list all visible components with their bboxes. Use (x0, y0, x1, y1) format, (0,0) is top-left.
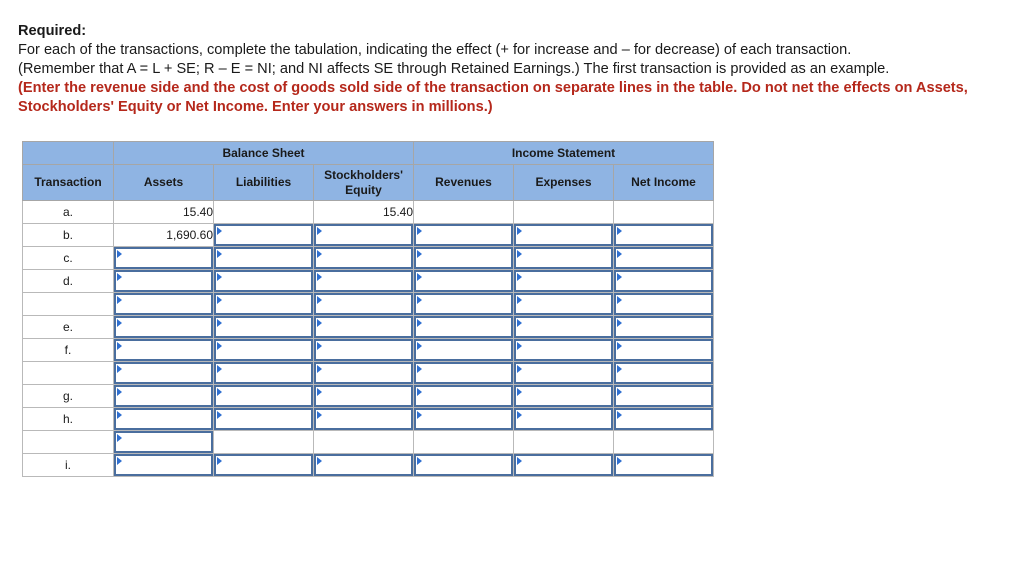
dropdown-marker-icon[interactable] (517, 250, 522, 258)
dropdown-marker-icon[interactable] (617, 250, 622, 258)
assets-cell (114, 293, 214, 316)
liabilities-input[interactable] (214, 339, 313, 361)
instruction-line-1: For each of the transactions, complete the tabulation, indicating the effect (+ for increase and – for decrease) of each transaction. (18, 42, 852, 58)
table-row (23, 201, 714, 224)
table-row (23, 247, 714, 270)
dropdown-marker-icon[interactable] (317, 250, 322, 258)
dropdown-marker-icon[interactable] (417, 250, 422, 258)
liabilities-cell (214, 293, 314, 316)
stockholders-equity-input[interactable] (314, 316, 413, 338)
assets-cell (114, 316, 214, 339)
expenses-cell (514, 408, 614, 431)
dropdown-marker-icon[interactable] (617, 273, 622, 281)
dropdown-marker-icon[interactable] (117, 388, 122, 396)
dropdown-marker-icon[interactable] (417, 319, 422, 327)
income-statement-header: Income Statement (414, 142, 714, 165)
dropdown-marker-icon[interactable] (117, 457, 122, 465)
revenues-input[interactable] (414, 362, 513, 384)
expenses-input[interactable] (514, 339, 613, 361)
stockholders-equity-cell (314, 362, 414, 385)
net-income-cell (614, 362, 714, 385)
table-row (23, 431, 714, 454)
net-income-input[interactable] (614, 454, 713, 476)
dropdown-marker-icon[interactable] (517, 296, 522, 304)
table-body (23, 201, 714, 477)
assets-cell (114, 362, 214, 385)
expenses-input[interactable] (514, 247, 613, 269)
dropdown-marker-icon[interactable] (417, 296, 422, 304)
expenses-cell (514, 385, 614, 408)
revenues-cell (414, 385, 514, 408)
transaction-label (23, 362, 114, 385)
expenses-cell (514, 316, 614, 339)
col-net-income: Net Income (614, 165, 714, 201)
dropdown-marker-icon[interactable] (217, 296, 222, 304)
assets-cell (114, 339, 214, 362)
net-income-cell (614, 339, 714, 362)
stockholders-equity-cell (314, 270, 414, 293)
net-income-cell (614, 454, 714, 477)
revenues-cell (414, 270, 514, 293)
stockholders-equity-value (314, 431, 414, 454)
dropdown-marker-icon[interactable] (317, 273, 322, 281)
revenues-cell (414, 362, 514, 385)
assets-cell (114, 270, 214, 293)
transaction-label: f. (23, 339, 114, 362)
net-income-input[interactable] (614, 270, 713, 292)
assets-input[interactable] (114, 431, 213, 453)
dropdown-marker-icon[interactable] (517, 342, 522, 350)
instructions (18, 22, 1008, 117)
transaction-label: g. (23, 385, 114, 408)
dropdown-marker-icon[interactable] (217, 250, 222, 258)
revenues-cell (414, 247, 514, 270)
net-income-cell (614, 385, 714, 408)
dropdown-marker-icon[interactable] (317, 365, 322, 373)
assets-input[interactable] (114, 247, 213, 269)
liabilities-input[interactable] (214, 270, 313, 292)
transaction-label (23, 431, 114, 454)
revenues-input[interactable] (414, 293, 513, 315)
net-income-cell (614, 408, 714, 431)
dropdown-marker-icon[interactable] (317, 296, 322, 304)
stockholders-equity-input[interactable] (314, 247, 413, 269)
revenues-cell (414, 224, 514, 247)
transaction-label: h. (23, 408, 114, 431)
dropdown-marker-icon[interactable] (617, 227, 622, 235)
dropdown-marker-icon[interactable] (517, 227, 522, 235)
expenses-input[interactable] (514, 408, 613, 430)
dropdown-marker-icon[interactable] (617, 319, 622, 327)
dropdown-marker-icon[interactable] (617, 457, 622, 465)
expenses-input[interactable] (514, 224, 613, 246)
dropdown-marker-icon[interactable] (617, 365, 622, 373)
dropdown-marker-icon[interactable] (517, 273, 522, 281)
dropdown-marker-icon[interactable] (217, 411, 222, 419)
dropdown-marker-icon[interactable] (417, 457, 422, 465)
transaction-label: a. (23, 201, 114, 224)
stockholders-equity-cell (314, 339, 414, 362)
required-heading: Required: (18, 23, 87, 39)
dropdown-marker-icon[interactable] (117, 296, 122, 304)
balance-sheet-header: Balance Sheet (114, 142, 414, 165)
net-income-cell (614, 316, 714, 339)
expenses-input[interactable] (514, 362, 613, 384)
dropdown-marker-icon[interactable] (217, 227, 222, 235)
revenues-value (414, 201, 514, 224)
table-row (23, 316, 714, 339)
expenses-input[interactable] (514, 385, 613, 407)
net-income-input[interactable] (614, 224, 713, 246)
col-stockholders-equity: Stockholders' Equity (314, 165, 414, 201)
dropdown-marker-icon[interactable] (517, 388, 522, 396)
dropdown-marker-icon[interactable] (317, 411, 322, 419)
liabilities-value (214, 201, 314, 224)
stockholders-equity-cell (314, 408, 414, 431)
col-revenues: Revenues (414, 165, 514, 201)
table-row (23, 224, 714, 247)
transaction-label (23, 293, 114, 316)
dropdown-marker-icon[interactable] (417, 342, 422, 350)
stockholders-equity-value: 15.40 (314, 201, 414, 224)
col-liabilities: Liabilities (214, 165, 314, 201)
dropdown-marker-icon[interactable] (217, 457, 222, 465)
revenues-input[interactable] (414, 247, 513, 269)
assets-input[interactable] (114, 316, 213, 338)
transaction-label: c. (23, 247, 114, 270)
expenses-cell (514, 293, 614, 316)
revenues-input[interactable] (414, 385, 513, 407)
table-row (23, 454, 714, 477)
expenses-input[interactable] (514, 293, 613, 315)
assets-value: 1,690.60 (114, 224, 214, 247)
assets-cell (114, 247, 214, 270)
expenses-cell (514, 224, 614, 247)
liabilities-input[interactable] (214, 408, 313, 430)
expenses-cell (514, 362, 614, 385)
assets-input[interactable] (114, 454, 213, 476)
dropdown-marker-icon[interactable] (417, 273, 422, 281)
dropdown-marker-icon[interactable] (117, 411, 122, 419)
net-income-value (614, 201, 714, 224)
tabulation-table (22, 141, 714, 477)
dropdown-marker-icon[interactable] (317, 319, 322, 327)
col-transaction: Transaction (23, 165, 114, 201)
liabilities-cell (214, 362, 314, 385)
stockholders-equity-cell (314, 293, 414, 316)
net-income-cell (614, 270, 714, 293)
dropdown-marker-icon[interactable] (217, 388, 222, 396)
liabilities-cell (214, 247, 314, 270)
stockholders-equity-cell (314, 454, 414, 477)
expenses-cell (514, 454, 614, 477)
liabilities-cell (214, 454, 314, 477)
net-income-cell (614, 293, 714, 316)
revenues-input[interactable] (414, 408, 513, 430)
dropdown-marker-icon[interactable] (317, 342, 322, 350)
dropdown-marker-icon[interactable] (417, 365, 422, 373)
col-expenses: Expenses (514, 165, 614, 201)
dropdown-marker-icon[interactable] (417, 227, 422, 235)
assets-input[interactable] (114, 362, 213, 384)
liabilities-input[interactable] (214, 247, 313, 269)
assets-cell (114, 431, 214, 454)
dropdown-marker-icon[interactable] (417, 411, 422, 419)
stockholders-equity-cell (314, 316, 414, 339)
net-income-input[interactable] (614, 385, 713, 407)
expenses-input[interactable] (514, 316, 613, 338)
table-row (23, 408, 714, 431)
dropdown-marker-icon[interactable] (217, 319, 222, 327)
dropdown-marker-icon[interactable] (317, 388, 322, 396)
stockholders-equity-input[interactable] (314, 408, 413, 430)
transaction-label: d. (23, 270, 114, 293)
revenues-value (414, 431, 514, 454)
expenses-cell (514, 270, 614, 293)
dropdown-marker-icon[interactable] (317, 457, 322, 465)
liabilities-cell (214, 408, 314, 431)
net-income-input[interactable] (614, 316, 713, 338)
revenues-cell (414, 339, 514, 362)
table-row (23, 385, 714, 408)
dropdown-marker-icon[interactable] (517, 319, 522, 327)
expenses-input[interactable] (514, 270, 613, 292)
dropdown-marker-icon[interactable] (117, 250, 122, 258)
dropdown-marker-icon[interactable] (517, 411, 522, 419)
dropdown-marker-icon[interactable] (317, 227, 322, 235)
dropdown-marker-icon[interactable] (617, 411, 622, 419)
net-income-input[interactable] (614, 339, 713, 361)
liabilities-input[interactable] (214, 316, 313, 338)
expenses-value (514, 431, 614, 454)
dropdown-marker-icon[interactable] (517, 365, 522, 373)
assets-input[interactable] (114, 385, 213, 407)
revenues-cell (414, 454, 514, 477)
liabilities-cell (214, 224, 314, 247)
transaction-label: e. (23, 316, 114, 339)
stockholders-equity-input[interactable] (314, 385, 413, 407)
revenues-cell (414, 408, 514, 431)
dropdown-marker-icon[interactable] (517, 457, 522, 465)
assets-input[interactable] (114, 293, 213, 315)
expenses-cell (514, 339, 614, 362)
dropdown-marker-icon[interactable] (117, 434, 122, 442)
revenues-cell (414, 316, 514, 339)
liabilities-cell (214, 316, 314, 339)
assets-input[interactable] (114, 339, 213, 361)
assets-cell (114, 454, 214, 477)
dropdown-marker-icon[interactable] (217, 342, 222, 350)
net-income-value (614, 431, 714, 454)
stockholders-equity-cell (314, 224, 414, 247)
net-income-input[interactable] (614, 247, 713, 269)
dropdown-marker-icon[interactable] (617, 388, 622, 396)
dropdown-marker-icon[interactable] (617, 342, 622, 350)
transaction-label: b. (23, 224, 114, 247)
net-income-input[interactable] (614, 408, 713, 430)
dropdown-marker-icon[interactable] (617, 296, 622, 304)
assets-value: 15.40 (114, 201, 214, 224)
liabilities-cell (214, 385, 314, 408)
instruction-emphasis: (Enter the revenue side and the cost of goods sold side of the transaction on separate lines in the table. Do not net the effects on Assets, Stockholders' Equity or Net Income. Enter your answers in millions.) (18, 80, 968, 115)
dropdown-marker-icon[interactable] (417, 388, 422, 396)
assets-cell (114, 385, 214, 408)
table-row (23, 339, 714, 362)
liabilities-input[interactable] (214, 293, 313, 315)
stockholders-equity-cell (314, 247, 414, 270)
liabilities-input[interactable] (214, 385, 313, 407)
revenues-input[interactable] (414, 339, 513, 361)
liabilities-cell (214, 270, 314, 293)
stockholders-equity-input[interactable] (314, 339, 413, 361)
stockholders-equity-input[interactable] (314, 270, 413, 292)
liabilities-input[interactable] (214, 454, 313, 476)
revenues-input[interactable] (414, 270, 513, 292)
liabilities-value (214, 431, 314, 454)
table-row (23, 362, 714, 385)
revenues-input[interactable] (414, 316, 513, 338)
dropdown-marker-icon[interactable] (217, 365, 222, 373)
assets-input[interactable] (114, 408, 213, 430)
dropdown-marker-icon[interactable] (217, 273, 222, 281)
header-spacer (23, 142, 114, 165)
liabilities-cell (214, 339, 314, 362)
expenses-value (514, 201, 614, 224)
net-income-cell (614, 224, 714, 247)
liabilities-input[interactable] (214, 362, 313, 384)
dropdown-marker-icon[interactable] (117, 273, 122, 281)
revenues-cell (414, 293, 514, 316)
expenses-cell (514, 247, 614, 270)
dropdown-marker-icon[interactable] (117, 342, 122, 350)
liabilities-input[interactable] (214, 224, 313, 246)
dropdown-marker-icon[interactable] (117, 365, 122, 373)
net-income-input[interactable] (614, 362, 713, 384)
stockholders-equity-input[interactable] (314, 454, 413, 476)
dropdown-marker-icon[interactable] (117, 319, 122, 327)
col-assets: Assets (114, 165, 214, 201)
net-income-input[interactable] (614, 293, 713, 315)
assets-cell (114, 408, 214, 431)
stockholders-equity-input[interactable] (314, 224, 413, 246)
stockholders-equity-input[interactable] (314, 362, 413, 384)
transaction-label: i. (23, 454, 114, 477)
stockholders-equity-input[interactable] (314, 293, 413, 315)
revenues-input[interactable] (414, 224, 513, 246)
instruction-line-2: (Remember that A = L + SE; R – E = NI; and NI affects SE through Retained Earnings.) The first transaction is provided as an example. (18, 61, 890, 77)
table-row (23, 293, 714, 316)
revenues-input[interactable] (414, 454, 513, 476)
table-row (23, 270, 714, 293)
net-income-cell (614, 247, 714, 270)
stockholders-equity-cell (314, 385, 414, 408)
expenses-input[interactable] (514, 454, 613, 476)
assets-input[interactable] (114, 270, 213, 292)
